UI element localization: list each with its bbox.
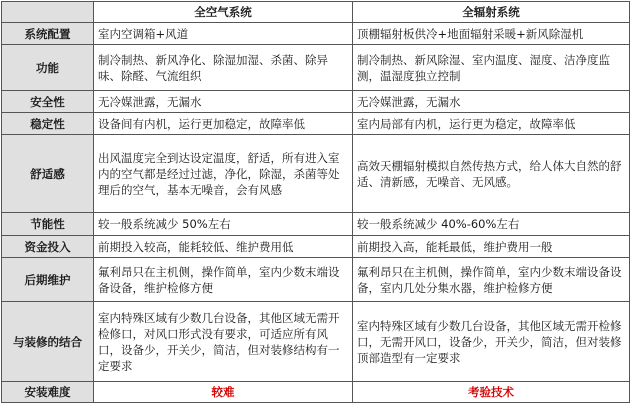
all-air-cell: 无冷媒泄露，无漏水 (94, 91, 353, 113)
table-row (2, 91, 630, 113)
full-radiant-cell: 高效天棚辐射模拟自然传热方式，给人体大自然的舒适、清新感，无噪音、无风感。 (353, 135, 630, 213)
all-air-cell: 设备间有内机，运行更加稳定，故障率低 (94, 113, 353, 135)
comparison-table (1, 1, 630, 403)
table-row (2, 382, 630, 403)
row-label: 安装难度 (2, 382, 94, 403)
row-label: 后期维护 (2, 258, 94, 302)
row-label: 舒适感 (2, 135, 94, 213)
header-corner (2, 2, 94, 23)
full-radiant-cell: 室内特殊区域有少数几台设备，其他区域无需开检修口，无需开风口，设备少，开关少，简洁，但对装修顶部造型有一定要求 (353, 302, 630, 382)
full-radiant-cell: 较一般系统减少 40%-60%左右 (353, 213, 630, 236)
table-row (2, 135, 630, 213)
row-label: 安全性 (2, 91, 94, 113)
all-air-cell: 室内空调箱+风道 (94, 23, 353, 45)
table-row (2, 45, 630, 91)
header-full-radiant-system: 全辐射系统 (353, 2, 630, 23)
full-radiant-cell: 顶棚辐射板供冷+地面辐射采暖+新风除湿机 (353, 23, 630, 45)
table-row (2, 302, 630, 382)
full-radiant-difficulty: 考验技术 (353, 382, 630, 403)
all-air-cell: 出风温度完全到达设定温度，舒适，所有进入室内的空气都是经过过滤，净化，除湿，杀菌等处理后的空气，基本无噪音，会有风感 (94, 135, 353, 213)
header-row (2, 2, 630, 23)
table-row (2, 236, 630, 258)
all-air-cell: 室内特殊区域有少数几台设备，其他区域无需开检修口，对风口形式没有要求，可适应所有风口，设备少，开关少，简洁，但对装修结构有一定要求 (94, 302, 353, 382)
full-radiant-cell: 无冷媒泄露，无漏水 (353, 91, 630, 113)
table-row (2, 23, 630, 45)
row-label: 资金投入 (2, 236, 94, 258)
full-radiant-cell: 室内局部有内机，运行更为稳定，故障率低 (353, 113, 630, 135)
full-radiant-cell: 氟利昂只在主机侧，操作简单，室内少数末端设备设备，室内几处分集水器，维护检修方便 (353, 258, 630, 302)
row-label: 稳定性 (2, 113, 94, 135)
header-all-air-system: 全空气系统 (94, 2, 353, 23)
all-air-cell: 较一般系统减少 50%左右 (94, 213, 353, 236)
row-label: 节能性 (2, 213, 94, 236)
table-row (2, 113, 630, 135)
all-air-cell: 氟利昂只在主机侧，操作简单，室内少数末端设备设备，维护检修方便 (94, 258, 353, 302)
row-label: 与装修的结合 (2, 302, 94, 382)
table-row (2, 213, 630, 236)
all-air-cell: 前期投入较高，能耗较低、维护费用低 (94, 236, 353, 258)
table-row (2, 258, 630, 302)
row-label: 系统配置 (2, 23, 94, 45)
row-label: 功能 (2, 45, 94, 91)
all-air-difficulty: 较难 (94, 382, 353, 403)
full-radiant-cell: 前期投入高，能耗最低，维护费用一般 (353, 236, 630, 258)
full-radiant-cell: 制冷制热、新风除湿、室内温度、湿度、洁净度监测，温湿度独立控制 (353, 45, 630, 91)
all-air-cell: 制冷制热、新风净化、除湿加湿、杀菌、除异味、除醛、气流组织 (94, 45, 353, 91)
